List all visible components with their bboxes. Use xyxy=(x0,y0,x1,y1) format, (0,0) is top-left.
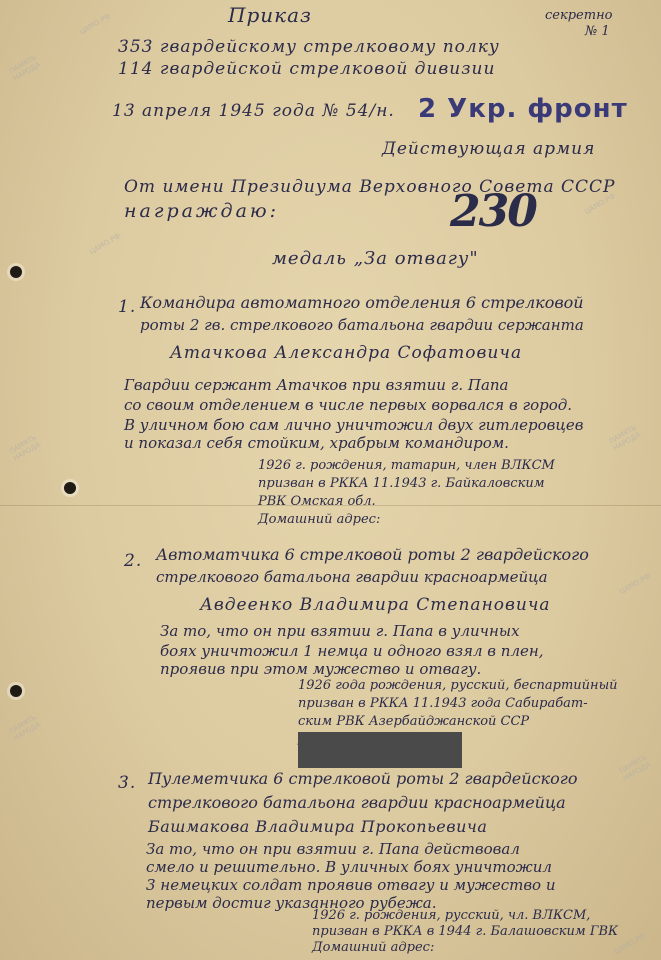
front-stamp: 2 Укр. фронт xyxy=(418,94,628,124)
bio-line: 1926 года рождения, русский, беспартийный xyxy=(298,678,618,693)
order-title: Приказ xyxy=(228,3,312,27)
punch-hole xyxy=(10,685,22,697)
punch-hole xyxy=(64,482,76,494)
recipient-name: Атачкова Александра Софатовича xyxy=(170,343,523,363)
award-verb: награждаю: xyxy=(124,200,280,222)
watermark xyxy=(609,749,660,788)
feat-line: со своим отделением в числе первых ворвался в город. xyxy=(124,396,573,414)
division-line: 114 гвардейской стрелковой дивизии xyxy=(118,59,496,79)
entry-rank-line: стрелкового батальона гвардии красноармейца xyxy=(148,793,566,812)
watermark xyxy=(599,419,650,458)
watermark-alt-text: ЦАМО.РФ xyxy=(88,231,122,257)
entry-number: 2. xyxy=(124,551,143,571)
watermark-text: ПАМЯТЬ НАРОДА xyxy=(7,433,43,463)
watermark-text: ПАМЯТЬ НАРОДА xyxy=(7,713,43,743)
feat-line: смело и решительно. В уличных боях уничтожил xyxy=(146,858,552,876)
feat-line: и показал себя стойким, храбрым командиром. xyxy=(124,434,509,452)
feat-line: За то, что он при взятии г. Папа действовал xyxy=(146,840,520,858)
watermark xyxy=(0,709,51,748)
watermark xyxy=(0,429,51,468)
recipient-name: Авдеенко Владимира Степановича xyxy=(200,595,551,615)
recipient-name: Башмакова Владимира Прокопьевича xyxy=(148,817,488,836)
entry-rank-line: Пулеметчика 6 стрелковой роты 2 гвардейского xyxy=(148,769,578,788)
watermark-alt xyxy=(77,226,133,263)
entry-rank-line: роты 2 гв. стрелкового батальона гвардии сержанта xyxy=(140,316,584,334)
feat-line: В уличном бою сам лично уничтожил двух гитлеровцев xyxy=(124,416,584,434)
feat-line: Гвардии сержант Атачков при взятии г. Папа xyxy=(124,376,509,394)
bio-line: призван в РККА 11.1943 г. Байкаловским xyxy=(258,476,545,491)
bio-line: призван в РККА 11.1943 года Сабирабат- xyxy=(298,696,588,711)
redaction-bar xyxy=(298,732,462,768)
corner-note: секретно xyxy=(545,8,613,23)
watermark-text: ПАМЯТЬ НАРОДА xyxy=(7,53,43,83)
entry-rank-line: Автоматчика 6 стрелковой роты 2 гвардейского xyxy=(156,545,589,564)
watermark-alt-text: ЦАМО.РФ xyxy=(618,571,652,597)
watermark-alt-text: ЦАМО.РФ xyxy=(78,11,112,37)
watermark-alt xyxy=(67,6,123,43)
bio-line: ским РВК Азербайджанской ССР xyxy=(298,714,530,729)
medal-line: медаль „За отвагу" xyxy=(272,248,479,269)
presidium-line: От имени Президиума Верховного Совета СССР xyxy=(124,177,616,197)
bio-line: призван в РККА в 1944 г. Балашовским ГВК xyxy=(312,924,619,939)
watermark xyxy=(0,49,51,88)
corner-number: № 1 xyxy=(585,24,610,39)
entry-number: 3. xyxy=(118,773,137,793)
bio-line: Домашний адрес: xyxy=(258,512,381,527)
date-line: 13 апреля 1945 года № 54/н. xyxy=(112,101,395,121)
army-line: Действующая армия xyxy=(382,139,596,159)
watermark-alt-text: ЦАМО.РФ xyxy=(583,191,617,217)
feat-line: 3 немецких солдат проявив отвагу и мужество и xyxy=(146,876,556,894)
punch-hole xyxy=(10,266,22,278)
regiment-line: 353 гвардейскому стрелковому полку xyxy=(118,37,500,57)
entry-rank-line: стрелкового батальона гвардии красноармейца xyxy=(156,568,548,586)
feat-line: проявив при этом мужество и отвагу. xyxy=(160,660,482,678)
registration-number: 230 xyxy=(450,186,536,237)
watermark-alt-text: ЦАМО.РФ xyxy=(613,931,647,957)
watermark-text: ПАМЯТЬ НАРОДА xyxy=(617,753,653,783)
bio-line: 1926 г. рождения, русский, чл. ВЛКСМ, xyxy=(312,908,591,923)
bio-line: РВК Омская обл. xyxy=(258,494,376,509)
feat-line: боях уничтожил 1 немца и одного взял в плен, xyxy=(160,642,544,660)
entry-number: 1. xyxy=(118,297,137,317)
entry-rank-line: Командира автоматного отделения 6 стрелковой xyxy=(140,293,584,312)
bio-line: 1926 г. рождения, татарин, член ВЛКСМ xyxy=(258,458,555,473)
watermark-alt xyxy=(611,568,658,600)
bio-line: Домашний адрес: xyxy=(312,940,435,955)
watermark-text: ПАМЯТЬ НАРОДА xyxy=(607,423,643,453)
feat-line: первым достиг указанного рубежа. xyxy=(146,894,437,912)
feat-line: За то, что он при взятии г. Папа в уличных xyxy=(160,622,520,640)
